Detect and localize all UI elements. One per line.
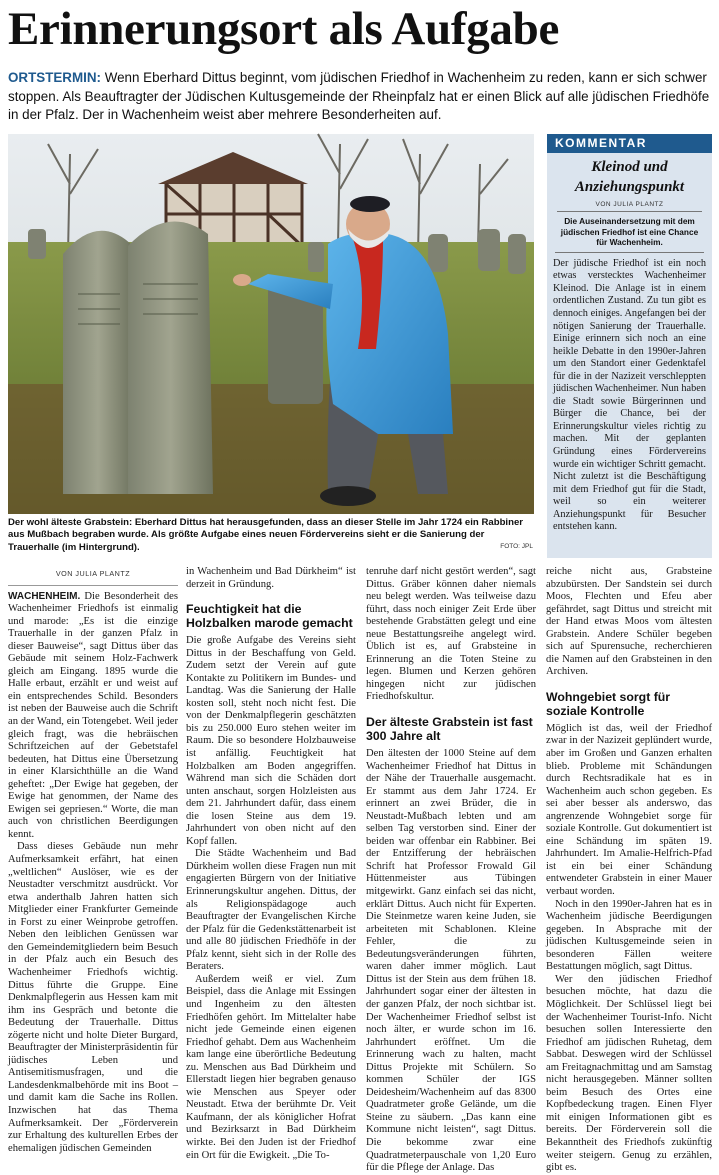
commentary-title-line2: Anziehungspunkt [574, 179, 685, 195]
lead-text: Wenn Eberhard Dittus beginnt, vom jüdischen Friedhof in Wachenheim zu reden, kann er sich schwer stoppen. Als Beauftragter der Jüdischen Kultusgemeinde der Rheinpfalz hat er einen Blick auf alle jüdischen Friedhöfe in der Pfalz. Der in Wachenheim weist aber mehrere Besonderheiten auf. [8, 70, 710, 122]
article-byline: VON JULIA PLANTZ [8, 566, 178, 586]
article-paragraph: Wer den jüdischen Friedhof besuchen möchte, hat dazu die Möglichkeit. Der Schlüssel liegt bei der Wachenheimer Tourist-Info. Nicht besuchen sollen Interessierte den Friedhof am jüdischen Ruhetag, dem Sabbat. Deswegen wird der Schlüssel am Freitagnachmittag und am Samstag nicht herausgegeben. Männer sollten beim Besuch des Ortes eine Kopfbedeckung tragen. Einen Flyer mit einigen Informationen gibt es bereits. Der Förderverein soll die Bekanntheit des Friedhofs zukünftig weiter steigern. Genug zu erzählen, gibt es. [546, 973, 712, 1174]
article-column-1 [8, 566, 178, 1155]
main-photo [8, 134, 534, 514]
article-paragraph: Möglich ist das, weil der Friedhof zwar in der Nazizeit geplündert wurde, aber im Großen und Ganzen erhalten blieb. Probleme mit Schändungen durch Rechtsradikale hat es in Wachenheim auch schon gegeben. Es sei aber besser als anderswo, das angrenzende Wohngebiet sorge für soziale Kontrolle. Gut dokumentiert ist eine Schändung im späten 19. Jahrhundert. Im Amalie-Helfrich-Pfad ist ein bei einer Schändung entwendeter Grabstein in einer Mauer verbaut worden. [546, 722, 712, 898]
article-paragraph: Den ältesten der 1000 Steine auf dem Wachenheimer Friedhof hat Dittus in der Nähe der Trauerhalle ausgemacht. Er stammt aus dem Jahr 1724. Er erinnert an zwei Brüder, die in Neustadt-Mußbach lebten und am selben Tag verstorben sind. Einer der beiden war offenbar ein Rabbiner. Bei der Entzifferung der hebräischen Schrift hat Professor Frowald Gil Hüttenmeister aus Tübingen mitgewirkt. Ganz einfach sei das nicht, erklärt Dittus. Auch nicht für Experten. Die Steinmetze waren keine Juden, sie arbeiteten mit Schablonen. Kleine Fehler, die zu Bedeutungsveränderungen führten, waren daher immer möglich. Laut Dittus ist der Stein aus dem frühen 18. Jahrhundert sogar einer der ältesten in der ganzen Pfalz, der noch sichtbar ist. Der Wachenheimer Friedhof selbst ist noch älter, er wurde schon im 16. Jahrhundert eröffnet. Um die Erinnerung wach zu halten, macht Dittus Projekte mit Schülern. So kommen Schüler der IGS Deidesheim/Wachenheim auf das 8300 Quadratmeter große Gelände, um die Steine zu säubern. „Das kann eine Kommune nicht leisten“, sagt Dittus. Die bekomme zwar eine Quadratmeterpauschale von 1,20 Euro für die Pflege der Anlage. Das [366, 748, 536, 1174]
article-paragraph: in Wachenheim und Bad Dürkheim“ ist derzeit in Gründung. [186, 566, 356, 590]
photo-credit: FOTO: JPL [500, 543, 533, 550]
article-paragraph: Dass dieses Gebäude nun mehr Aufmerksamkeit erfährt, hat einen „weltlichen“ Auslöser, wie es der Neustadter verschmitzt ausdrückt. Vor etwa anderthalb Jahren hatten sich Mitglieder einer Frankfurter Gemeinde in Forst zu einer Weinprobe getroffen. Neben den leiblichen Genüssen war den Gemeindemitgliedern beim Besuch in der Pfalz auch ein Besuch des Wachenheimer Friedhofs wichtig. Dittus führte die Gruppe. Eine Denkmalpflegerin aus Hessen kam mit ihm ins Gespräch und betonte die Bedeutung der Trauerhalle. Dittus zögerte nicht und holte Dieter Burgard, Beauftragter der Ministerpräsidentin für jüdisches Leben und Antisemitismusfragen, und die Landesdenkmalbehörde mit ins Boot – und damit kam die Sache ins Rollen. Inzwischen hat das Thema Aufmerksamkeit. Der „Förderverein zur Erhaltung des kulturellen Erbes der ehemaligen jüdischen Gemeinden [8, 841, 178, 1154]
commentary-teaser: Die Auseinandersetzung mit dem jüdischen Friedhof ist eine Chance für Wachenheim. [555, 216, 704, 253]
subheading-aeltester-grabstein: Der älteste Grabstein ist fast 300 Jahre alt [366, 715, 533, 744]
lead-kicker: ORTSTERMIN: [8, 70, 101, 85]
headline: Erinnerungsort als Aufgabe [8, 3, 560, 55]
commentary-title-line1: Kleinod und [591, 159, 668, 175]
commentary-body: Der jüdische Friedhof ist ein noch etwas verstecktes Wachenheimer Kleinod. Die Anlage ist in einem ordentlichen Zustand. Zu tun gibt es dennoch einiges. Angefangen bei der nötigen Sanierung der Trauerhalle. Einige erinnern sich noch an eine heikle Debatte in den 1990er-Jahren um den Standort einer Gedenktafel für die in der Nazizeit verschleppten jüdischen Wachenheimer. Nun haben die Stadt sowie Bürgerinnen und Bürger die Chance, bei der Erinnerungskultur vieles richtig zu machen. Mit der geplanten Gründung eines Fördervereins wurde ein wichtiger Schritt gemacht. Nicht zuletzt ist die Beschäftigung mit dem Friedhof gut für die Stadt, weil so ein weiterer Anziehungspunkt für Besucher entstehen kann. [553, 257, 706, 533]
article-column-4 [546, 566, 712, 1175]
article-text: Die Besonderheit des Wachenheimer Friedhofs ist einmalig und marode: „Es ist die einzige Trauerhalle in der ganzen Pfalz in dieser Bauweise“, sagt Dittus über das Gebäude mit seinem Holz-Fachwerk gleich am Eingang. 1895 wurde die Halle erbaut, erzählt er und weist auf ein entsprechendes Schild. Besonders ist neben der Bauweise auch die Schrift an der Wand, ein Totengebet. Weil jeder gleich fragt, was die hebräischen Schriftzeichen auf der Gebetstafel bedeuten, hat Dittus eine Übersetzung in einer Klarsichthülle an die Wand geheftet: „Der Ewige hat gegeben, der Ewige hat genommen, der Name des Ewigen sei gepriesen.“ Worte, die man auch von christlichen Beerdigungen kennt. [8, 590, 178, 840]
article-paragraph: Noch in den 1990er-Jahren hat es in Wachenheim jüdische Beerdigungen gegeben. In Absprache mit der jüdischen Kultusgemeinde seien in besonderen Fällen weitere Bestattungen möglich, sagt Dittus. [546, 898, 712, 973]
article-paragraph: tenruhe darf nicht gestört werden“, sagt Dittus. Gräber können daher niemals neu belegt werden. Was teilweise dazu führt, dass noch einiger Zeit Erde über bestehende Grabstätten gelegt und eine neue Bestattungsreihe angelegt wird. Üblich ist es, auf Grabsteine in Erinnerung an die Toten Steine zu legen. Blumen und Kerzen gehören hingegen nicht zur jüdischen Friedhofskultur. [366, 566, 536, 703]
lead-paragraph [8, 69, 713, 125]
article-paragraph: Außerdem weiß er viel. Zum Beispiel, dass die Anlage mit Essingen und Ingenheim zu den ältesten Friedhöfen gehört. Im Mittelalter habe nicht jede Gemeinde einen eigenen Friedhof gehabt. Dem aus Wachenheim kam lange eine überörtliche Bedeutung zu. Menschen aus Bad Dürkheim und Ellerstadt liegen hier begraben genauso wie Menschen aus Speyer oder Neustadt. Etwa der berühmte Dr. Veit Kaufmann, der als königlicher Hofrat und Bezirksarzt in Bad Dürkheim wirkte. Bei den Juden ist der Friedhof ein Ort für die Ewigkeit. „Die To- [186, 973, 356, 1161]
photo-caption: Der wohl älteste Grabstein: Eberhard Dittus hat herausgefunden, dass an dieser Stelle im Jahr 1724 ein Rabbiner aus Mußbach begraben wurde. Als größte Aufgabe eines neuen Fördervereins sieht er die Sanierung der Trauerhalle (im Hintergrund). [8, 517, 524, 553]
commentary-box [547, 134, 712, 558]
subheading-wohngebiet: Wohngebiet sorgt für soziale Kontrolle [546, 689, 671, 718]
subheading-feuchtigkeit: Feuchtigkeit hat die Holzbalken marode gemacht [186, 602, 353, 631]
dateline: WACHENHEIM. [8, 590, 81, 602]
cemetery-photo-illustration [8, 134, 534, 514]
article-paragraph: Die große Aufgabe des Vereins sieht Dittus in der Beschaffung von Geld. Zudem setzt der Verein auf gute Kontakte zu Politikern im Bundes- und Landtag. Was die Sanierung der Halle kosten soll, steht noch nicht fest. Die von der Denkmalpflegerin geschätzten bis zu 250.000 Euro stehen weiter im Raum. Die so besondere Holzbauweise ist anfällig. Feuchtigkeit hat Holzbalken am Boden angegriffen. Während man sich die Schäden dort unten anschaut, sorgen Holzleisten aus dem 21. Jahrhundert dafür, dass einem die losen Steine aus dem 19. Jahrhundert von oben nicht auf den Kopf fallen. [186, 635, 356, 847]
article-column-3 [366, 566, 536, 1175]
commentary-title [547, 157, 712, 197]
commentary-byline: VON JULIA PLANTZ [557, 201, 702, 212]
article-paragraph: reiche nicht aus, Grabsteine abzubürsten. Der Sandstein sei durch Moos, Flechten und Efeu aber gefährdet, sagt Dittus und streicht mit der Hand etwas Moos vom ältesten Grabstein. Andere Schüler begeben sich auf Spurensuche, recherchieren die Namen auf den Grabsteinen in den Archiven. [546, 566, 712, 678]
article-column-2 [186, 566, 356, 1162]
article-paragraph: Die Städte Wachenheim und Bad Dürkheim wollen diese Fragen nun mit engagierten Bürgern von der Initiative Erinnerungskultur angehen. Dittus, der als Religionspädagoge auch Beauftragter der Evangelischen Kirche der Pfalz für die Gedenkstättenarbeit ist und alle 80 jüdischen Friedhöfe in der Pfalz kennt, sieht sich in der Rolle des Beraters. [186, 848, 356, 973]
commentary-label: KOMMENTAR [547, 134, 712, 153]
article-paragraph [8, 591, 178, 842]
gravestone [63, 222, 213, 495]
